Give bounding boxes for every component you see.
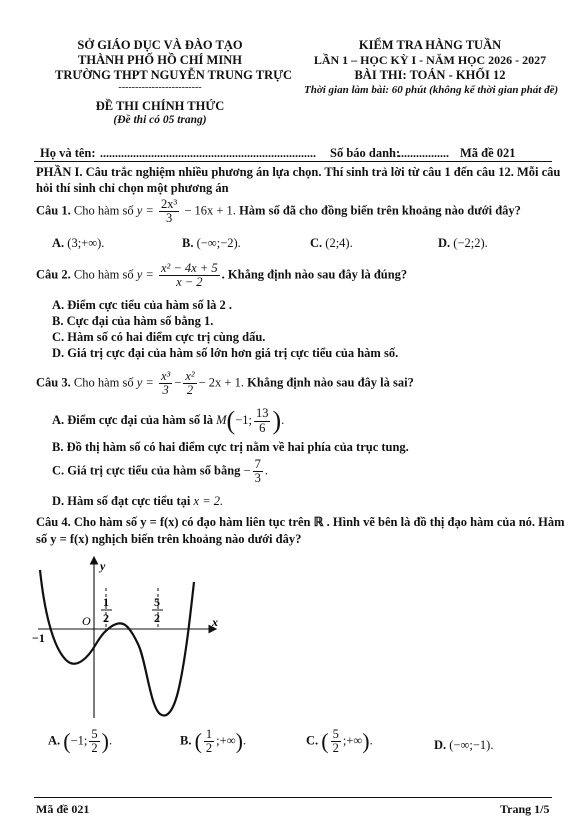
q3-pre: Cho hàm số	[73, 375, 134, 390]
exam-code: Mã đề 021	[460, 146, 516, 160]
origin-label: O	[82, 614, 91, 628]
q4-label: Câu 4.	[36, 515, 71, 529]
divider-line	[34, 161, 552, 162]
q2-y: y =	[136, 267, 154, 282]
q1-label: Câu 1.	[36, 203, 71, 218]
y-axis-label: y	[100, 559, 106, 573]
student-id-label: Số báo danh:	[330, 146, 401, 160]
footer-page-number: Trang 1/5	[500, 802, 550, 816]
q1-option-d[interactable]: D. (−2;2).	[438, 236, 488, 250]
x-axis-label: x	[212, 615, 218, 629]
q3-label: Câu 3.	[36, 375, 71, 390]
q1-pre: Cho hàm số	[73, 203, 134, 218]
q2-option-a[interactable]: A. Điểm cực tiểu của hàm số là 2 .	[52, 298, 233, 312]
q3-fraction-1: $\frac{\text{x³}}{3}$	[160, 369, 171, 398]
question-1	[36, 198, 521, 225]
half-denominator: 2	[103, 611, 109, 625]
q3-post: Khẳng định nào sau đây là sai?	[247, 375, 414, 390]
q1-post: Hàm số đã cho đồng biến trên khoảng nào dưới đây?	[239, 203, 521, 218]
q2-fraction: $\frac{\text{x² − 4x + 5}}{x - 2}$	[160, 261, 218, 290]
q4-option-a[interactable]: A. (−1; $\frac{5}{2}$ ).	[48, 727, 113, 756]
q4-option-d[interactable]: D. (−∞;−1).	[434, 738, 494, 752]
neg-one-label: −1	[32, 631, 45, 645]
q3-option-b[interactable]: B. Đồ thị hàm số có hai điểm cực trị nằm về hai phía của trục tung.	[52, 440, 409, 454]
department-name: SỞ GIÁO DỤC VÀ ĐÀO TẠO	[77, 38, 243, 52]
half-numerator: 1	[103, 595, 109, 609]
derivative-graph	[30, 548, 230, 720]
student-name-label: Họ và tên:	[40, 146, 96, 160]
time-note: Thời gian làm bài: 60 phút (không kể thời gian phát đề)	[304, 84, 559, 96]
q3-option-c[interactable]: C. Giá trị cực tiểu của hàm số bằng − $\frac{7}{3}$ .	[52, 457, 268, 486]
question-3: Câu 3. Cho hàm số y = $\frac{\text{x³}}{3}$ − $\frac{\text{x²}}{2}$ − 2x + 1. Khẳng định nào sau đây là sai?	[36, 369, 414, 398]
q2-label: Câu 2.	[36, 267, 71, 282]
q2-option-b[interactable]: B. Cực đại của hàm số bằng 1.	[52, 314, 214, 328]
q4-option-b[interactable]: B. ( $\frac{1}{2}$ ;+∞).	[180, 727, 247, 756]
footer-divider	[34, 797, 552, 798]
city-name: THÀNH PHỐ HỒ CHÍ MINH	[78, 53, 242, 67]
q1-option-c[interactable]: C. (2;4).	[310, 236, 353, 250]
q3-option-d[interactable]: D. Hàm số đạt cực tiểu tại x = 2.	[52, 494, 224, 508]
q2-pre: Cho hàm số	[73, 267, 134, 282]
q4-option-c[interactable]: C. ( $\frac{5}{2}$ ;+∞).	[306, 727, 373, 756]
footer-exam-code: Mã đề 021	[36, 802, 90, 816]
q3-option-a[interactable]: A. Điểm cực đại của hàm số là M(−1; $\frac{13}{6}$ ).	[52, 406, 285, 435]
question-4	[36, 514, 565, 530]
five-half-numerator: 5	[154, 595, 160, 609]
derivative-curve	[40, 570, 194, 716]
five-half-denominator: 2	[154, 611, 160, 625]
q3-fraction-2: $\frac{\text{x²}}{2}$	[185, 369, 195, 398]
exam-title: KIỂM TRA HÀNG TUẦN	[358, 38, 502, 52]
q3-y: y =	[136, 375, 154, 390]
student-name-dots[interactable]: ........................................................................	[100, 146, 316, 160]
q2-option-c[interactable]: C. Hàm số có hai điểm cực trị cùng dấu.	[52, 330, 266, 344]
q1-option-b[interactable]: B. (−∞;−2).	[182, 236, 241, 250]
part1-instructions: PHẦN I. Câu trắc nghiệm nhiều phương án lựa chọn. Thí sinh trả lời từ câu 1 đến câu 12. Mỗi câu	[36, 165, 561, 179]
q4-line1: Cho hàm số y = f(x) có đạo hàm liên tục trên ℝ . Hình vẽ bên là đồ thị đạo hàm của nó. Hàm	[73, 515, 565, 529]
q2-post: . Khẳng định nào sau đây là đúng?	[221, 267, 408, 282]
q1-fraction: $\frac{\text{2x³}}{3}$	[160, 197, 178, 226]
q4-line2: số y = f(x) nghịch biến trên khoảng nào dưới đây?	[36, 532, 302, 546]
exam-subject: BÀI THI: TOÁN - KHỐI 12	[354, 68, 506, 82]
part1-instructions-cont: hỏi thí sinh chỉ chọn một phương án	[36, 181, 229, 195]
q3-tail: − 2x + 1.	[198, 375, 244, 390]
q1-option-a[interactable]: A. (3;+∞).	[52, 236, 105, 250]
pages-note: (Đề thi có 05 trang)	[113, 114, 207, 126]
exam-type: ĐỀ THI CHÍNH THỨC	[95, 99, 225, 113]
question-2	[36, 262, 407, 289]
header-rule: -------------------------	[118, 82, 202, 93]
school-name: TRƯỜNG THPT NGUYỄN TRUNG TRỰC	[55, 68, 293, 82]
q1-tail: − 16x + 1.	[184, 203, 236, 218]
q2-option-d[interactable]: D. Giá trị cực đại của hàm số lớn hơn giá trị cực tiểu của hàm số.	[52, 346, 399, 360]
q1-y: y =	[136, 203, 154, 218]
exam-term: LẦN 1 – HỌC KỲ I - NĂM HỌC 2026 - 2027	[313, 53, 547, 67]
student-id-dots[interactable]: .................	[398, 146, 449, 160]
